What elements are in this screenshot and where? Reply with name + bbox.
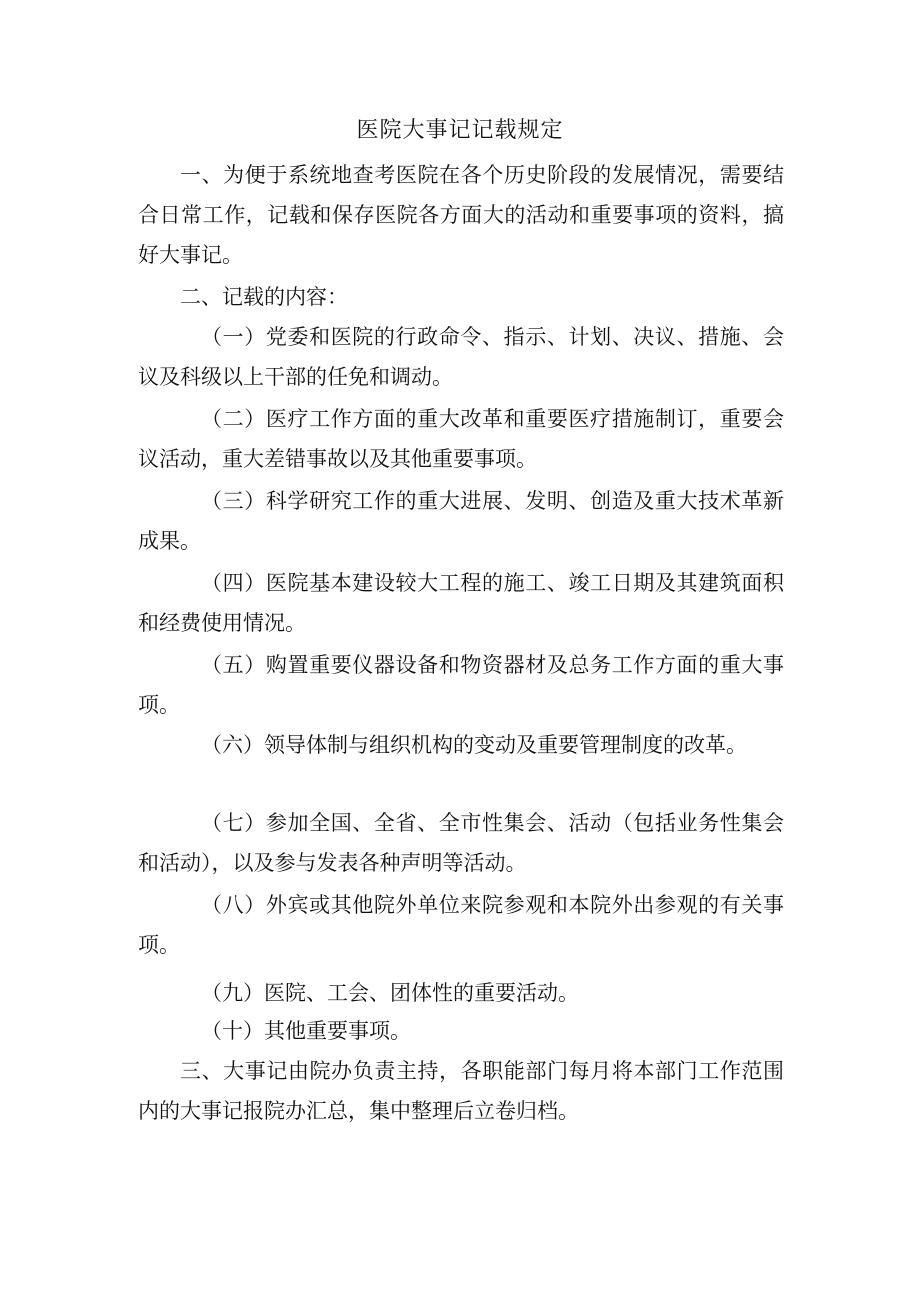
item-3-paragraph: （三）科学研究工作的重大进展、发明、创造及重大技术革新成果。 (138, 489, 784, 553)
item-8-paragraph: （八）外宾或其他院外单位来院参观和本院外出参观的有关事项。 (138, 893, 784, 957)
item-9-paragraph: （九）医院、工会、团体性的重要活动。 (201, 981, 579, 1005)
item-2-paragraph: （二）医疗工作方面的重大改革和重要医疗措施制订，重要会议活动，重大差错事故以及其他重要事项。 (138, 407, 784, 471)
item-7-paragraph: （七）参加全国、全省、全市性集会、活动（包括业务性集会和活动），以及参与发表各种声明等活动。 (138, 811, 784, 875)
section-3-paragraph: 三、大事记由院办负责主持，各职能部门每月将本部门工作范围内的大事记报院办汇总，集中整理后立卷归档。 (138, 1059, 784, 1123)
item-1-paragraph: （一）党委和医院的行政命令、指示、计划、决议、措施、会议及科级以上干部的任免和调动。 (138, 325, 784, 389)
section-2-heading: 二、记载的内容： (180, 285, 348, 309)
item-5-paragraph: （五）购置重要仪器设备和物资器材及总务工作方面的重大事项。 (138, 653, 784, 717)
item-10-paragraph: （十）其他重要事项。 (201, 1019, 411, 1043)
section-1-paragraph: 一、为便于系统地查考医院在各个历史阶段的发展情况，需要结合日常工作，记载和保存医院各方面大的活动和重要事项的资料，搞好大事记。 (138, 163, 784, 267)
item-6-paragraph: （六）领导体制与组织机构的变动及重要管理制度的改革。 (201, 733, 747, 757)
document-title: 医院大事记记载规定 (356, 118, 564, 143)
item-4-paragraph: （四）医院基本建设较大工程的施工、竣工日期及其建筑面积和经费使用情况。 (138, 571, 784, 635)
